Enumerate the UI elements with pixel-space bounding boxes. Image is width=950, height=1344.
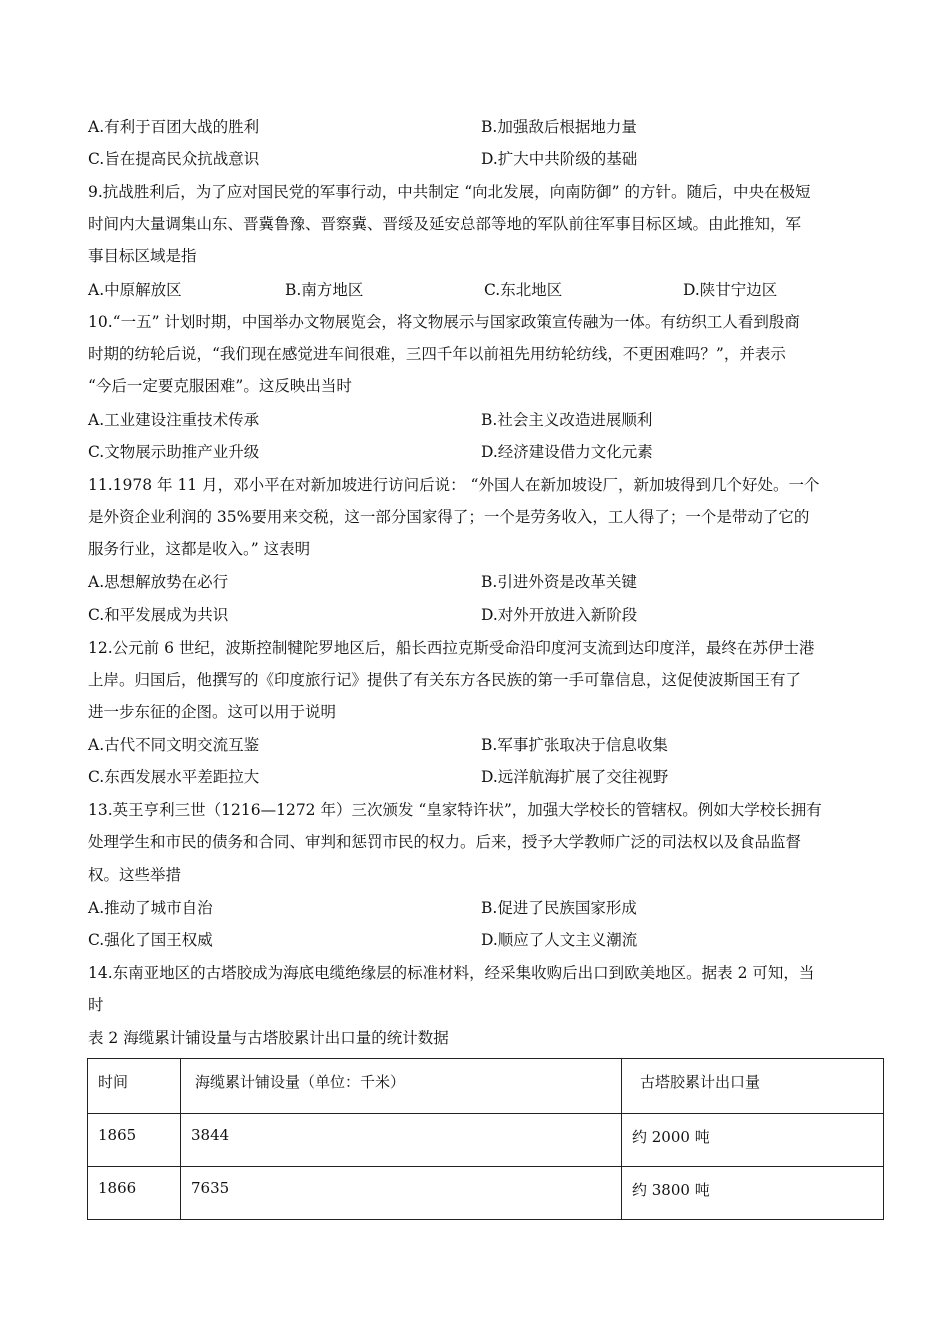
q11-option-d: D.对外开放进入新阶段: [481, 606, 638, 624]
q9-stem-line-3: 事目标区域是指: [88, 247, 197, 265]
q11-option-b: B.引进外资是改革关键: [481, 573, 637, 591]
q9-option-d: D.陕甘宁边区: [683, 281, 778, 299]
q10-option-a: A.工业建设注重技术传承: [88, 411, 260, 429]
table-cell: 7635: [181, 1167, 622, 1220]
q10-stem-line-3: “今后一定要克服困难”。这反映出当时: [88, 377, 352, 395]
q8-option-d: D.扩大中共阶级的基础: [481, 150, 638, 168]
q10-stem-line-1: 10.“一五” 计划时期，中国举办文物展览会，将文物展示与国家政策宣传融为一体。有纺织工人看到殷商: [88, 313, 800, 331]
table-cell: 3844: [181, 1114, 622, 1167]
q14-stem-line-2: 时: [88, 996, 104, 1014]
q11-option-c: C.和平发展成为共识: [88, 606, 229, 624]
table-row: [88, 1167, 884, 1220]
q10-stem-line-2: 时期的纺轮后说，“我们现在感觉进车间很难，三四千年以前祖先用纺轮纺线，不更困难吗？”，并表示: [88, 345, 786, 363]
q12-option-c: C.东西发展水平差距拉大: [88, 768, 260, 786]
q13-option-b: B.促进了民族国家形成: [481, 899, 637, 917]
q13-option-a: A.推动了城市自治: [88, 899, 213, 917]
q12-option-b: B.军事扩张取决于信息收集: [481, 736, 668, 754]
q12-stem-line-2: 上岸。归国后，他撰写的《印度旅行记》提供了有关东方各民族的第一手可靠信息，这促使波斯国王有了: [88, 671, 802, 689]
q10-option-d: D.经济建设借力文化元素: [481, 443, 653, 461]
data-table: [87, 1058, 884, 1220]
q13-option-d: D.顺应了人文主义潮流: [481, 931, 638, 949]
table-header-row: [88, 1059, 884, 1114]
q9-stem-line-1: 9.抗战胜利后，为了应对国民党的军事行动，中共制定 “向北发展，向南防御” 的方针。随后，中央在极短: [88, 183, 811, 201]
q12-stem-line-1: 12.公元前 6 世纪，波斯控制犍陀罗地区后，船长西拉克斯受命沿印度河支流到达印度洋，最终在苏伊士港: [88, 639, 815, 657]
q12-stem-line-3: 进一步东征的企图。这可以用于说明: [88, 703, 337, 721]
q13-stem-line-1: 13.英王亨利三世（1216—1272 年）三次颁发 “皇家特许状”，加强大学校长的管辖权。例如大学校长拥有: [88, 801, 822, 819]
q8-option-a: A.有利于百团大战的胜利: [88, 118, 260, 136]
table-cell: 1865: [88, 1114, 181, 1167]
q9-option-c: C.东北地区: [484, 281, 563, 299]
table-cell: 约 3800 吨: [622, 1167, 884, 1220]
q9-option-b: B.南方地区: [285, 281, 364, 299]
table-header-cell: 时间: [88, 1059, 181, 1114]
q9-stem-line-2: 时间内大量调集山东、晋冀鲁豫、晋察冀、晋绥及延安总部等地的军队前往军事目标区域。由此推知，军: [88, 215, 802, 233]
table-row: [88, 1114, 884, 1167]
q14-stem-line-1: 14.东南亚地区的古塔胶成为海底电缆绝缘层的标准材料，经采集收购后出口到欧美地区。据表 2 可知，当: [88, 964, 815, 982]
q13-stem-line-2: 处理学生和市民的债务和合同、审判和惩罚市民的权力。后来，授予大学教师广泛的司法权以及食品监督: [88, 833, 802, 851]
q10-option-b: B.社会主义改造进展顺利: [481, 411, 653, 429]
table-cell: 1866: [88, 1167, 181, 1220]
table-header-cell: 古塔胶累计出口量: [622, 1059, 884, 1114]
q11-stem-line-1: 11.1978 年 11 月，邓小平在对新加坡进行访问后说： “外国人在新加坡设厂，新加坡得到几个好处。一个: [88, 476, 820, 494]
q11-option-a: A.思想解放势在必行: [88, 573, 229, 591]
q11-stem-line-2: 是外资企业利润的 35%要用来交税，这一部分国家得了；一个是劳务收入，工人得了；一个是带动了它的: [88, 508, 810, 526]
table-cell: 约 2000 吨: [622, 1114, 884, 1167]
q9-option-a: A.中原解放区: [88, 281, 182, 299]
q12-option-d: D.远洋航海扩展了交往视野: [481, 768, 669, 786]
q11-stem-line-3: 服务行业，这都是收入。” 这表明: [88, 540, 311, 558]
q8-option-b: B.加强敌后根据地力量: [481, 118, 637, 136]
q8-option-c: C.旨在提高民众抗战意识: [88, 150, 260, 168]
table-header-cell: 海缆累计铺设量（单位：千米）: [181, 1059, 622, 1114]
q10-option-c: C.文物展示助推产业升级: [88, 443, 260, 461]
q13-option-c: C.强化了国王权威: [88, 931, 213, 949]
q13-stem-line-3: 权。这些举措: [88, 866, 182, 884]
table-caption: 表 2 海缆累计铺设量与古塔胶累计出口量的统计数据: [88, 1029, 449, 1047]
q12-option-a: A.古代不同文明交流互鉴: [88, 736, 260, 754]
